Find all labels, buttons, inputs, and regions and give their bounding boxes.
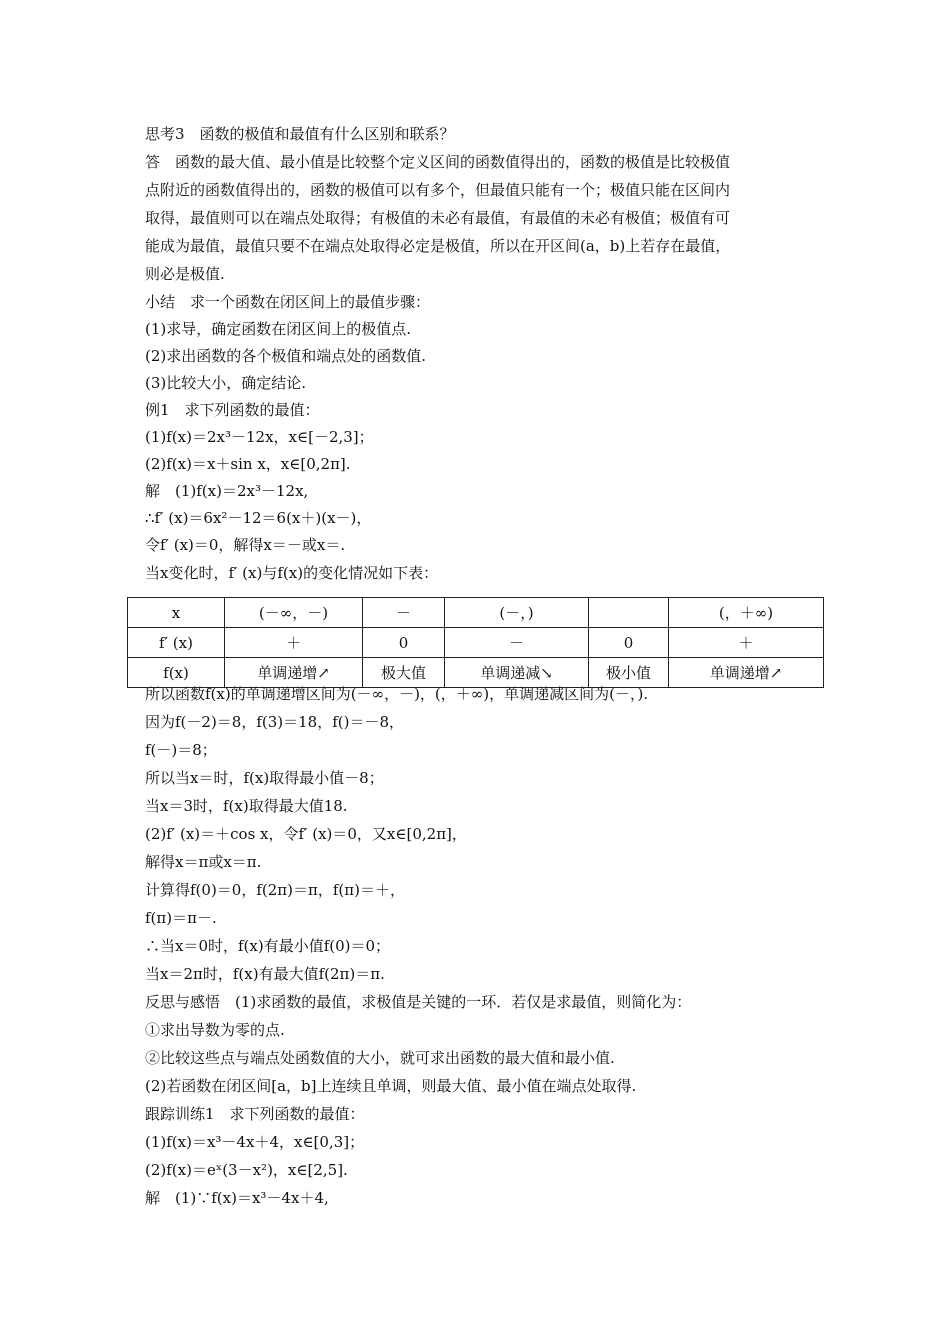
text-line: (2)求出函数的各个极值和端点处的函数值. bbox=[145, 347, 427, 365]
table-cell: － bbox=[445, 628, 589, 658]
text-line: 所以当x＝时，f(x)取得最小值－8； bbox=[145, 769, 384, 787]
text-line: 当x变化时，f′ (x)与f(x)的变化情况如下表： bbox=[145, 564, 439, 582]
table-cell: 单调递增↗ bbox=[225, 658, 363, 688]
table-cell: x bbox=[128, 598, 225, 628]
table-cell: 0 bbox=[589, 628, 669, 658]
text-line: 反思与感悟 (1)求函数的最值，求极值是关键的一环．若仅是求最值，则简化为： bbox=[145, 993, 692, 1011]
text-line: (2)f(x)＝x＋sin x，x∈[0,2π]. bbox=[145, 455, 351, 473]
table-row-derivative bbox=[128, 628, 824, 658]
text-line: 解 (1)f(x)＝2x³－12x, bbox=[145, 482, 309, 500]
text-line: (2)f′ (x)＝＋cos x，令f′ (x)＝0，又x∈[0,2π]， bbox=[145, 825, 467, 843]
text-line: 当x＝2π时，f(x)有最大值f(2π)＝π. bbox=[145, 965, 385, 983]
variation-table bbox=[127, 597, 824, 688]
text-line: 例1 求下列函数的最值： bbox=[145, 401, 320, 419]
text-line: 则必是极值. bbox=[145, 265, 225, 283]
text-line: 所以函数f(x)的单调递增区间为(－∞，－)，(，＋∞)，单调递减区间为(－，). bbox=[145, 685, 649, 703]
table-cell: (－，) bbox=[445, 598, 589, 628]
table-cell: ＋ bbox=[225, 628, 363, 658]
text-line: f(π)＝π－. bbox=[145, 909, 217, 927]
text-line: 思考3 函数的极值和最值有什么区别和联系？ bbox=[145, 125, 455, 143]
text-line: ②比较这些点与端点处函数值的大小，就可求出函数的最大值和最小值. bbox=[145, 1049, 615, 1067]
text-line: 点附近的函数值得出的，函数的极值可以有多个，但最值只能有一个；极值只能在区间内 bbox=[145, 181, 731, 199]
text-line: ①求出导数为零的点. bbox=[145, 1021, 285, 1039]
text-line: 能成为最值，最值只要不在端点处取得必定是极值，所以在开区间(a，b)上若存在最值， bbox=[145, 237, 731, 255]
table-cell: f′ (x) bbox=[128, 628, 225, 658]
text-line: 解 (1)∵f(x)＝x³－4x＋4, bbox=[145, 1189, 329, 1207]
text-line: ∴当x＝0时，f(x)有最小值f(0)＝0； bbox=[145, 937, 391, 955]
table-cell: ＋ bbox=[669, 628, 824, 658]
table-cell: 单调递减↘ bbox=[445, 658, 589, 688]
text-line: ∴f′ (x)＝6x²－12＝6(x＋)(x－)， bbox=[145, 509, 372, 527]
table-cell: 0 bbox=[363, 628, 445, 658]
text-line: 小结 求一个函数在闭区间上的最值步骤： bbox=[145, 293, 431, 311]
text-line: 取得，最值则可以在端点处取得；有极值的未必有最值，有最值的未必有极值；极值有可 bbox=[145, 209, 731, 227]
text-line: 因为f(－2)＝8，f(3)＝18，f()＝－8， bbox=[145, 713, 405, 731]
table-cell bbox=[589, 598, 669, 628]
text-line: (2)f(x)＝eˣ(3－x²)，x∈[2,5]. bbox=[145, 1161, 348, 1179]
text-line: (3)比较大小，确定结论. bbox=[145, 374, 307, 392]
text-line: 计算得f(0)＝0，f(2π)＝π，f(π)＝＋， bbox=[145, 881, 405, 899]
text-line: 答 函数的最大值、最小值是比较整个定义区间的函数值得出的，函数的极值是比较极值 bbox=[145, 153, 731, 171]
table-row-function bbox=[128, 658, 824, 688]
text-line: 令f′ (x)＝0，解得x＝－或x＝. bbox=[145, 536, 346, 554]
table-row-x bbox=[128, 598, 824, 628]
table-cell: f(x) bbox=[128, 658, 225, 688]
text-line: (1)求导，确定函数在闭区间上的极值点. bbox=[145, 320, 412, 338]
text-line: 当x＝3时，f(x)取得最大值18. bbox=[145, 797, 348, 815]
table-cell: 单调递增↗ bbox=[669, 658, 824, 688]
text-line: 跟踪训练1 求下列函数的最值： bbox=[145, 1105, 365, 1123]
text-line: (1)f(x)＝x³－4x＋4，x∈[0,3]； bbox=[145, 1133, 365, 1151]
text-line: (2)若函数在闭区间[a，b]上连续且单调，则最大值、最小值在端点处取得. bbox=[145, 1077, 637, 1095]
table-cell: (，＋∞) bbox=[669, 598, 824, 628]
text-line: (1)f(x)＝2x³－12x，x∈[－2,3]； bbox=[145, 428, 374, 446]
table-cell: 极小值 bbox=[589, 658, 669, 688]
table-cell: － bbox=[363, 598, 445, 628]
table-cell: 极大值 bbox=[363, 658, 445, 688]
text-line: 解得x＝π或x＝π. bbox=[145, 853, 262, 871]
text-line: f(－)＝8； bbox=[145, 741, 217, 759]
table-cell: (－∞，－) bbox=[225, 598, 363, 628]
